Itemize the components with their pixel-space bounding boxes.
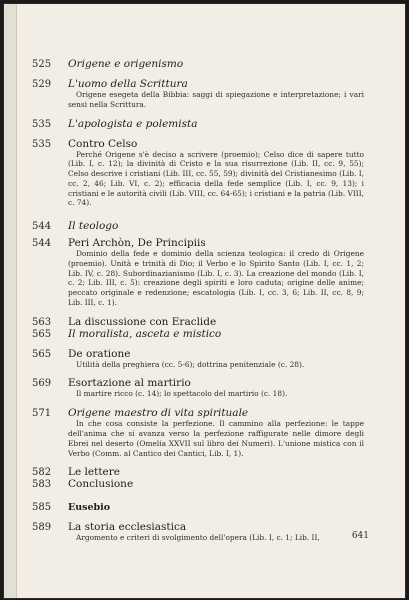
toc-entry-title: Esortazione al martirio [68, 377, 191, 390]
toc-entry-page: 544 [32, 238, 52, 250]
toc-entry [32, 138, 364, 209]
toc-entry [32, 316, 364, 328]
toc-entry-page: 565 [32, 328, 52, 340]
toc-entry-page: 589 [32, 522, 52, 534]
toc-entry-title: Il teologo [68, 220, 119, 233]
toc-entry-title: L'uomo della Scrittura [68, 78, 188, 90]
toc-entry [32, 377, 364, 399]
toc-entry [32, 348, 364, 370]
toc-entry-page: 544 [32, 221, 52, 233]
toc-entry [32, 118, 364, 130]
toc-entry-description: Origene esegeta della Bibbia: saggi di spiegazione e interpretazione; i vari sensi nella Scrittura. [68, 90, 364, 109]
page-number: 641 [351, 531, 369, 541]
toc-entry-description: Perché Origene s'è deciso a scrivere (proemio); Celso dice di sapere tutto (Lib. I, c. 12); la divinità di Cristo e la sua risurrezione (Lib. II, cc. 9, 55); Celso descrive i cristiani (Lib. III, cc. 55, 59); divinità del Cristianesimo (Lib. I, cc. 2, 46; Lib. VI, c. 2); efficacia della fede semplice (Lib. I, cc. 9, 13); i cristiani e le autorità civili (Lib. VIII, cc. 64-65); i cristiani e la patria (Lib. VIII, c. 74). [68, 149, 364, 208]
toc-entry-page: 585 [32, 502, 52, 514]
toc-entry-title: La storia ecclesiastica [68, 521, 187, 534]
toc-entry-title: De oratione [68, 347, 131, 360]
toc-entry-page: 571 [32, 408, 52, 420]
toc-entry-title: L'apologista e polemista [68, 117, 198, 130]
toc-entry-title: Il moralista, asceta e mistico [68, 327, 222, 340]
toc-entry [32, 237, 364, 308]
toc-entry-page: 569 [32, 378, 52, 390]
table-of-contents [32, 58, 364, 543]
toc-entry-description: Argomento e criteri di svolgimento dell'opera (Lib. I, c. 1; Lib. II, [76, 533, 320, 543]
toc-entry [32, 521, 364, 543]
toc-entry-title: Contro Celso [68, 137, 138, 150]
toc-entry [32, 328, 364, 340]
toc-entry-title: Peri Archòn, De Principiis [68, 237, 206, 250]
toc-entry-page: 525 [32, 59, 52, 70]
toc-entry-description: Il martire ricco (c. 14); lo spettacolo del martirio (c. 18). [76, 389, 288, 399]
toc-entry [32, 220, 364, 232]
toc-entry-page: 535 [32, 138, 52, 150]
toc-entry-description: Utilità della preghiera (cc. 5-6); dottrina penitenziale (c. 28). [76, 359, 305, 369]
toc-entry-description: Dominio della fede e dominio della scienza teologica: il credo di Origene (proemio). Unità e trinità di Dio; il Verbo e lo Spirito Santo (Lib. I, cc. 1, 2; Lib. IV, c. 28). Subordinazianismo (Lib. I, c. 3). La creazione del mondo (Lib. I, c. 2; Lib. III, c. 5): creazione degli spiriti e loro caduta; origine delle anime; peccato originale e redenzione; escatologia (Lib. I, cc. 3, 6; Lib. II, cc. 8, 9; Lib. III, c. 1). [68, 249, 364, 307]
toc-entry-page: 565 [32, 348, 52, 360]
toc-entry [32, 58, 364, 70]
toc-entry-title: La discussione con Eraclide [68, 315, 217, 328]
toc-entry-page: 529 [32, 79, 52, 90]
toc-entry-title: Le lettere [68, 466, 120, 479]
toc-entry-page: 582 [32, 467, 52, 479]
toc-entry-title: Eusebio [68, 502, 111, 514]
toc-entry-page: 583 [32, 479, 52, 491]
page-binding-shadow [4, 4, 17, 598]
toc-entry-title: Origene e origenismo [68, 58, 184, 70]
toc-entry [32, 407, 364, 458]
toc-entry [32, 466, 364, 478]
toc-entry-description: In che cosa consiste la perfezione. Il cammino alla perfezione: le tappe dell'anima che si avanza verso la perfezione raffigurate nelle dimore degli Ebrei nel deserto (Omelia XXVII sul libro dei Numeri). L'unione mistica con il Verbo (Comm. al Cantico dei Cantici, Lib. I, 1). [68, 419, 364, 458]
toc-entry [32, 478, 364, 490]
toc-entry-page: 563 [32, 316, 52, 328]
book-page [3, 3, 406, 599]
toc-entry-page: 535 [32, 118, 52, 130]
toc-entry-title: Origene maestro di vita spirituale [68, 407, 249, 420]
toc-entry [32, 502, 364, 513]
toc-entry-title: Conclusione [68, 478, 134, 491]
toc-entry [32, 78, 364, 110]
